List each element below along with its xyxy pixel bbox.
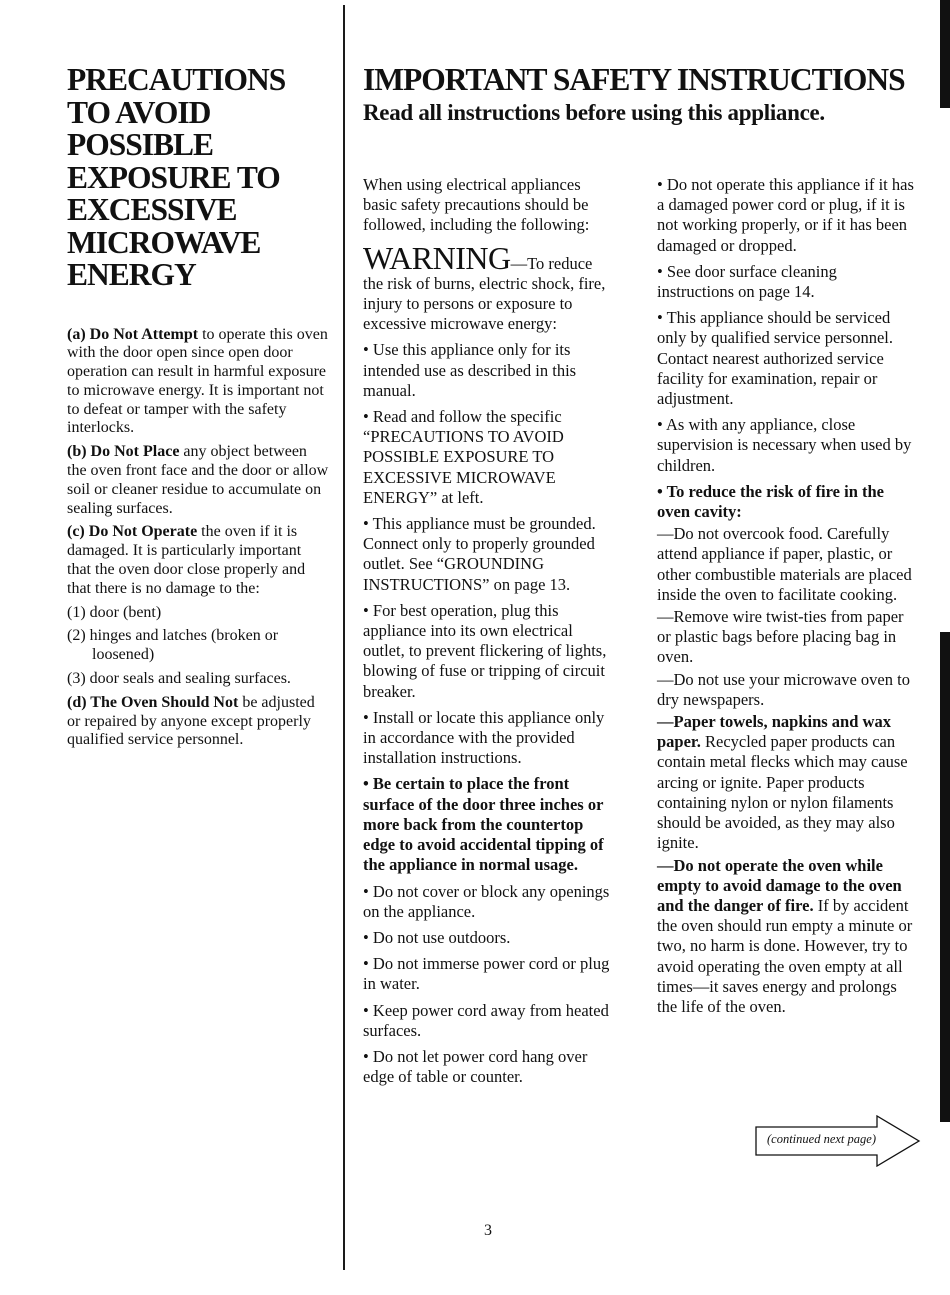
page-edge-mark <box>940 0 950 108</box>
warning-paragraph <box>363 239 615 335</box>
bullet-item: • See door surface cleaning instructions on page 14. <box>657 261 837 302</box>
empty-oven-warning: —Do not operate the oven while empty to avoid damage to the oven and the danger of fire. If by accident the oven should run empty a minute or two, no harm is done. However, try to avoid operating the oven empty at all times—it saves energy and prolongs the life of the oven. <box>657 855 913 1016</box>
paper-warning: —Paper towels, napkins and wax paper. Recycled paper products can contain metal flecks which may cause arcing or ignite. Paper products containing nylon or nylon filaments should be avoided, as they may also ignite. <box>657 712 908 853</box>
damage-item-1: (1) door (bent) <box>67 603 162 621</box>
bullet-item: • This appliance should be serviced only by qualified service personnel. Contact nearest authorized service facility for examination, repair or adjustment. <box>657 308 893 409</box>
bullet-item: • Do not immerse power cord or plug in water. <box>363 954 610 994</box>
continued-arrow <box>755 1115 921 1167</box>
precaution-c: (c) Do Not Operate the oven if it is damaged. It is particularly important that the oven door close properly and that there is no damage to the: <box>67 523 306 597</box>
bold-bullet-item: • Be certain to place the front surface of the door three inches or more back from the countertop edge to avoid accidental tipping of the appliance in normal usage. <box>363 774 604 875</box>
bullet-item: • This appliance must be grounded. Connect only to properly grounded outlet. See “GROUNDING INSTRUCTIONS” on page 13. <box>363 514 596 594</box>
bullet-item: • As with any appliance, close supervision is necessary when used by children. <box>657 415 912 475</box>
precautions-title: PRECAUTIONS TO AVOID POSSIBLE EXPOSURE TO EXCESSIVE MICROWAVE ENERGY <box>67 62 286 292</box>
safety-title: IMPORTANT SAFETY INSTRUCTIONS <box>363 62 905 97</box>
page-edge-mark <box>940 632 950 1122</box>
bullet-item: • Do not cover or block any openings on the appliance. <box>363 881 610 921</box>
column-divider <box>343 5 345 1270</box>
precaution-b: (b) Do Not Place any object between the oven front face and the door or allow soil or cleaner residue to accumulate on sealing surfaces. <box>67 443 329 517</box>
safety-subtitle: Read all instructions before using this appliance. <box>363 99 825 125</box>
fire-item: —Do not use your microwave oven to dry newspapers. <box>657 669 910 709</box>
bullet-item: • Do not operate this appliance if it has a damaged power cord or plug, if it is not working properly, or if it has been damaged or dropped. <box>657 175 914 255</box>
intro-text: When using electrical appliances basic safety precautions should be followed, including the following: <box>363 175 590 235</box>
safety-header <box>363 64 923 126</box>
instructions-column-1 <box>363 175 615 1093</box>
continued-label: (continued next page) <box>767 1132 876 1146</box>
fire-item: —Do not overcook food. Carefully attend appliance if paper, plastic, or other combustible materials are placed inside the oven to facilitate cooking. <box>657 524 912 604</box>
fire-heading: • To reduce the risk of fire in the oven cavity: <box>657 481 884 522</box>
bullet-item: • For best operation, plug this appliance into its own electrical outlet, to prevent flickering of lights, blowing of fuse or tripping of circuit breaker. <box>363 600 607 701</box>
precaution-d: (d) The Oven Should Not be adjusted or repaired by anyone except properly qualified service personnel. <box>67 693 315 749</box>
warning-text: —To reduce the risk of burns, electric shock, fire, injury to persons or exposure to excessive microwave energy: <box>363 253 606 334</box>
precautions-column <box>67 64 329 755</box>
bullet-item: • Read and follow the specific “PRECAUTIONS TO AVOID POSSIBLE EXPOSURE TO EXCESSIVE MICROWAVE ENERGY” at left. <box>363 407 564 507</box>
fire-item: —Remove wire twist-ties from paper or plastic bags before placing bag in oven. <box>657 607 904 667</box>
precaution-a: (a) Do Not Attempt to operate this oven with the door open since open door operation can result in harmful exposure to microwave energy. It is important not to defeat or tamper with the safety interlocks. <box>67 325 328 437</box>
page-number: 3 <box>484 1222 492 1239</box>
bullet-item: • Do not let power cord hang over edge of table or counter. <box>363 1046 588 1087</box>
bullet-item: • Install or locate this appliance only in accordance with the provided installation instructions. <box>363 707 605 768</box>
damage-item-3: (3) door seals and sealing surfaces. <box>67 670 291 688</box>
bullet-item: • Keep power cord away from heated surfaces. <box>363 1000 609 1040</box>
damage-item-2: (2) hinges and latches (broken or loosened) <box>67 627 279 664</box>
bullet-item: • Do not use outdoors. <box>363 927 511 947</box>
instructions-column-2 <box>657 175 915 1023</box>
warning-word: WARNING <box>363 239 511 276</box>
bullet-item: • Use this appliance only for its intended use as described in this manual. <box>363 340 577 400</box>
